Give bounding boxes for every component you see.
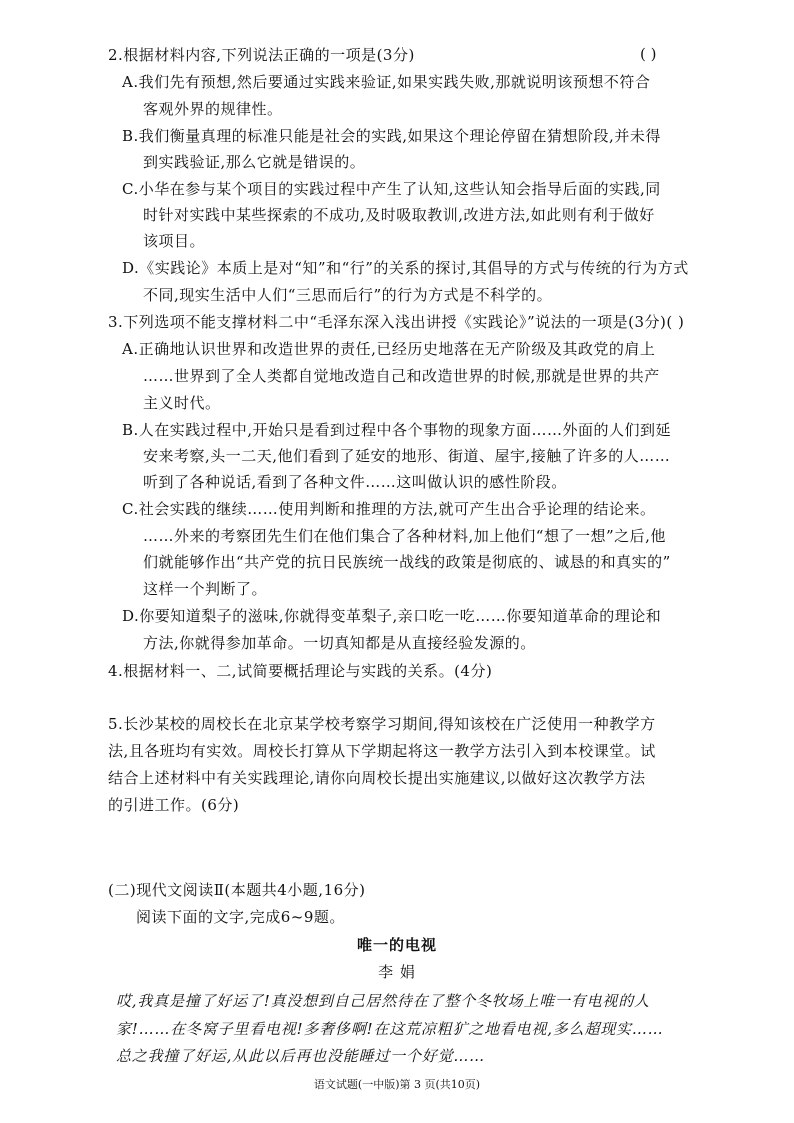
q3-option-c-line1: C.社会实践的继续……使用判断和推理的方法,就可产生出合乎论理的结论来。 bbox=[122, 500, 656, 518]
q3-option-a-line2: ……世界到了全人类都自觉地改造自己和改造世界的时候,那就是世界的共产 bbox=[143, 367, 660, 385]
q3-option-b-line3: 听到了各种说话,看到了各种文件……这叫做认识的感性阶段。 bbox=[143, 473, 567, 491]
story-title: 唯一的电视 bbox=[356, 936, 437, 954]
q3-option-c-line4: 这样一个判断了。 bbox=[143, 580, 268, 598]
story-line3: 总之我撞了好运,从此以后再也没能睡过一个好觉…… bbox=[116, 1047, 485, 1065]
q2-option-c-line2: 时针对实践中某些探索的不成功,及时吸取教训,改进方法,如此则有利于做好 bbox=[143, 206, 655, 224]
q5-line2: 法,且各班均有实效。周校长打算从下学期起将这一教学方法引入到本校课堂。试 bbox=[108, 742, 656, 760]
q3-option-d-line1: D.你要知道梨子的滋味,你就得变革梨子,亲口吃一吃……你要知道革命的理论和 bbox=[122, 607, 662, 625]
story-line2: 家!……在冬窝子里看电视!多奢侈啊!在这荒凉粗犷之地看电视,多么超现实…… bbox=[116, 1020, 664, 1038]
page-footer: 语文试题(一中版)第 3 页(共10页) bbox=[313, 1078, 481, 1091]
q4-stem: 4.根据材料一、二,试简要概括理论与实践的关系。(4分) bbox=[108, 662, 493, 680]
q5-line3: 结合上述材料中有关实践理论,请你向周校长提出实施建议,以做好这次教学方法 bbox=[108, 769, 646, 787]
q2-option-c-line1: C.小华在参与某个项目的实践过程中产生了认知,这些认知会指导后面的实践,同 bbox=[122, 180, 661, 198]
q3-stem: 3.下列选项不能支撑材料二中“毛泽东深入浅出讲授《实践论》”说法的一项是(3分)( ) bbox=[108, 313, 685, 331]
q3-option-b-line1: B.人在实践过程中,开始只是看到过程中各个事物的现象方面……外面的人们到延 bbox=[122, 421, 672, 439]
q2-option-c-line3: 该项目。 bbox=[143, 232, 206, 250]
section-instruction: 阅读下面的文字,完成6~9题。 bbox=[136, 908, 345, 926]
q2-answer-paren: ( ) bbox=[640, 45, 657, 63]
q2-option-b-line1: B.我们衡量真理的标准只能是社会的实践,如果这个理论停留在猜想阶段,并未得 bbox=[122, 127, 661, 145]
q2-option-a-line1: A.我们先有预想,然后要通过实践来验证,如果实践失败,那就说明该预想不符合 bbox=[122, 73, 651, 91]
q3-option-b-line2: 安来考察,头一二天,他们看到了延安的地形、街道、屋宇,接触了许多的人…… bbox=[143, 447, 671, 465]
q3-option-a-line1: A.正确地认识世界和改造世界的责任,已经历史地落在无产阶级及其政党的肩上 bbox=[122, 340, 656, 358]
q3-option-d-line2: 方法,你就得参加革命。一切真知都是从直接经验发源的。 bbox=[143, 634, 536, 652]
q2-stem: 2.根据材料内容,下列说法正确的一项是(3分) bbox=[108, 46, 415, 64]
story-author: 李 娟 bbox=[378, 963, 416, 981]
q2-option-d-line2: 不同,现实生活中人们“三思而后行”的行为方式是不科学的。 bbox=[143, 286, 553, 304]
story-line1: 哎,我真是撞了好运了!真没想到自己居然待在了整个冬牧场上唯一有电视的人 bbox=[116, 992, 650, 1010]
q3-option-a-line3: 主义时代。 bbox=[143, 394, 221, 412]
section-title: (二)现代文阅读Ⅱ(本题共4小题,16分) bbox=[108, 881, 366, 899]
q2-option-d-line1: D.《实践论》本质上是对“知”和“行”的关系的探讨,其倡导的方式与传统的行为方式 bbox=[122, 259, 689, 277]
q2-option-a-line2: 客观外界的规律性。 bbox=[143, 100, 283, 118]
q5-line1: 5.长沙某校的周校长在北京某学校考察学习期间,得知该校在广泛使用一种教学方 bbox=[108, 715, 656, 733]
q3-option-c-line2: ……外来的考察团先生们在他们集合了各种材料,加上他们“想了一想”之后,他 bbox=[143, 527, 666, 545]
q2-option-b-line2: 到实践验证,那么它就是错误的。 bbox=[143, 153, 366, 171]
q5-line4: 的引进工作。(6分) bbox=[108, 796, 240, 814]
q3-option-c-line3: 们就能够作出“共产党的抗日民族统一战线的政策是彻底的、诚恳的和真实的” bbox=[143, 553, 671, 571]
